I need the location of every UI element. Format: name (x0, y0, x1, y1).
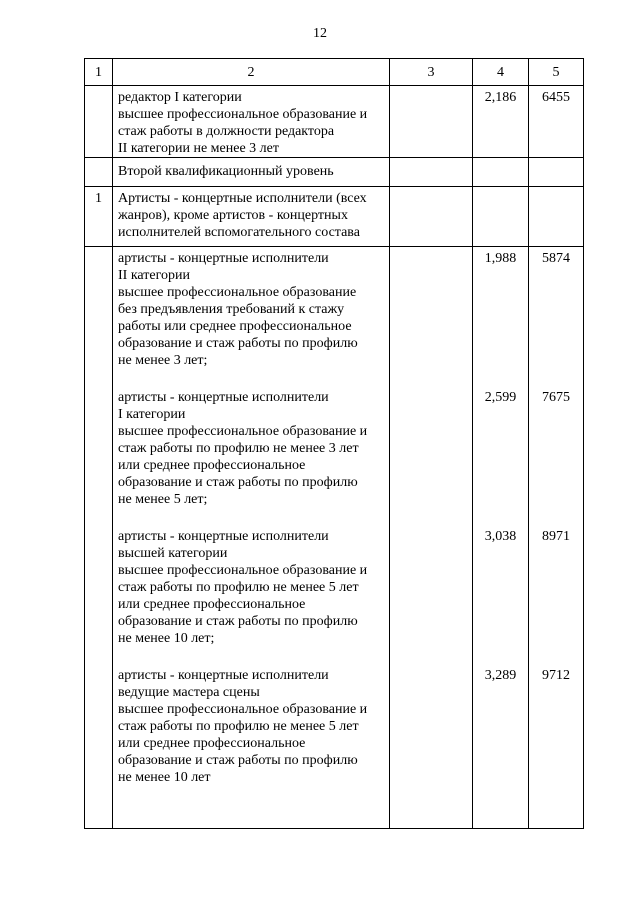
entry-coef-block (473, 528, 528, 647)
entry-line: образование и стаж работы по профилю (118, 614, 358, 629)
group-line: исполнителей вспомогательного состава (118, 225, 360, 240)
group-line: жанров), кроме артистов - концертных (118, 208, 348, 223)
entries-col3-cell (390, 247, 473, 829)
entry-salary: 5874 (542, 251, 570, 266)
level-col4-cell (473, 158, 529, 187)
header-cell-5: 5 (529, 59, 584, 86)
entry-line: без предъявления требований к стажу (118, 302, 345, 317)
entry-coef: 3,038 (484, 529, 517, 544)
entry-line: или среднее профессиональное (118, 597, 306, 612)
header-cell-1: 1 (85, 59, 113, 86)
group-col5-cell (529, 187, 584, 247)
entry-block (118, 389, 385, 508)
editor-salary-cell: 6455 (529, 86, 584, 158)
group-col4-cell (473, 187, 529, 247)
header-cell-3: 3 (390, 59, 473, 86)
entry-salary-block (529, 667, 583, 684)
entry-line: образование и стаж работы по профилю (118, 336, 358, 351)
editor-line: редактор I категории (118, 90, 242, 105)
group-number-cell: 1 (85, 187, 113, 247)
entries-num-cell (85, 247, 113, 829)
table-row-editor (85, 86, 584, 158)
entry-line: не менее 10 лет (118, 770, 211, 785)
entry-coef: 3,289 (484, 668, 517, 683)
entry-line: образование и стаж работы по профилю (118, 475, 358, 490)
entry-coef-block (473, 667, 528, 684)
entry-block (118, 528, 385, 647)
entry-line: не менее 10 лет; (118, 631, 215, 646)
entries-salary-cell (529, 247, 584, 829)
entry-line: высшее профессиональное образование и (118, 424, 368, 439)
group-col3-cell (390, 187, 473, 247)
group-line: Артисты - концертные исполнители (всех (118, 191, 367, 206)
entry-line: работы или среднее профессиональное (118, 319, 352, 334)
entry-line: стаж работы по профилю не менее 5 лет (118, 719, 359, 734)
entry-line: образование и стаж работы по профилю (118, 753, 358, 768)
header-cell-4: 4 (473, 59, 529, 86)
entries-description-cell (113, 247, 390, 829)
entry-coef: 2,599 (484, 390, 517, 405)
editor-description-cell (113, 86, 390, 158)
entry-line: I категории (118, 407, 186, 422)
page-number: 12 (313, 26, 327, 41)
entry-line: артисты - концертные исполнители (118, 390, 329, 405)
header-cell-2: 2 (113, 59, 390, 86)
entry-line: артисты - концертные исполнители (118, 251, 329, 266)
entry-line: высшее профессиональное образование и (118, 563, 368, 578)
entry-line: стаж работы по профилю не менее 3 лет (118, 441, 359, 456)
entry-coef: 1,988 (484, 251, 517, 266)
entry-coef-block (473, 250, 528, 369)
entry-line: или среднее профессиональное (118, 736, 306, 751)
editor-line: стаж работы в должности редактора (118, 124, 335, 139)
editor-line: II категории не менее 3 лет (118, 141, 279, 156)
table-row-group (85, 187, 584, 247)
table-header-row (85, 59, 584, 86)
entry-block (118, 250, 385, 369)
entry-line: стаж работы по профилю не менее 5 лет (118, 580, 359, 595)
entry-line: высшее профессиональное образование и (118, 702, 368, 717)
entry-line: артисты - концертные исполнители (118, 668, 329, 683)
level-col5-cell (529, 158, 584, 187)
salary-table (84, 58, 584, 829)
entry-line: или среднее профессиональное (118, 458, 306, 473)
editor-coef-cell: 2,186 (473, 86, 529, 158)
entry-line: не менее 5 лет; (118, 492, 208, 507)
table-row-level (85, 158, 584, 187)
entry-salary: 8971 (542, 529, 570, 544)
level-col3-cell (390, 158, 473, 187)
editor-line: высшее профессиональное образование и (118, 107, 368, 122)
level-title-cell (113, 158, 390, 187)
entry-line: артисты - концертные исполнители (118, 529, 329, 544)
entry-salary: 7675 (542, 390, 570, 405)
editor-num-cell (85, 86, 113, 158)
entry-block (118, 667, 385, 786)
entry-salary: 9712 (542, 668, 570, 683)
editor-col3-cell (390, 86, 473, 158)
group-title-cell (113, 187, 390, 247)
entry-salary-block (529, 389, 583, 508)
table-row-entries (85, 247, 584, 829)
level-title: Второй квалификационный уровень (118, 164, 334, 179)
entries-coef-cell (473, 247, 529, 829)
level-num-cell (85, 158, 113, 187)
entry-line: II категории (118, 268, 190, 283)
entry-line: не менее 3 лет; (118, 353, 208, 368)
entry-line: высшее профессиональное образование (118, 285, 357, 300)
entry-line: высшей категории (118, 546, 228, 561)
entry-line: ведущие мастера сцены (118, 685, 260, 700)
entry-salary-block (529, 250, 583, 369)
entry-coef-block (473, 389, 528, 508)
entry-salary-block (529, 528, 583, 647)
